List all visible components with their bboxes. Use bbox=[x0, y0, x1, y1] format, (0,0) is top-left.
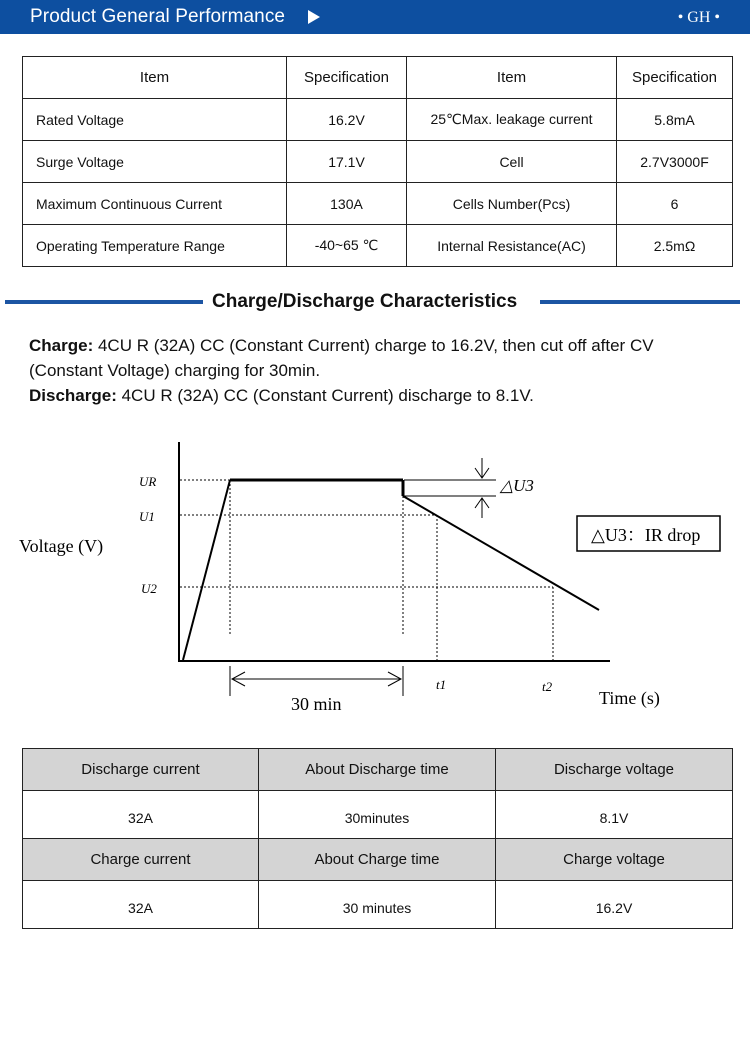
u2-label: U2 bbox=[141, 581, 157, 596]
discharge-label: Discharge: bbox=[29, 386, 117, 405]
header-cell: Charge current bbox=[23, 839, 259, 881]
header-cell: Specification bbox=[617, 57, 733, 99]
x-axis-label: Time (s) bbox=[599, 688, 660, 708]
header-cell: Item bbox=[407, 57, 617, 99]
table-row bbox=[23, 141, 733, 183]
value-cell: 32A bbox=[23, 881, 259, 929]
header-cell: Charge voltage bbox=[496, 839, 733, 881]
discharge-line bbox=[403, 496, 599, 610]
header-cell: About Discharge time bbox=[259, 749, 496, 791]
header-cell: Item bbox=[23, 57, 287, 99]
header-cell: Specification bbox=[287, 57, 407, 99]
spec-cell: 2.5mΩ bbox=[617, 225, 733, 267]
item-cell: Rated Voltage bbox=[23, 99, 287, 141]
brand-logo: • GH • bbox=[677, 9, 720, 26]
header-cell: About Charge time bbox=[259, 839, 496, 881]
spec-table bbox=[22, 56, 733, 267]
item-cell: Cells Number(Pcs) bbox=[407, 183, 617, 225]
section-divider-right bbox=[540, 300, 740, 304]
ur-label: UR bbox=[139, 474, 157, 489]
charge-value-row bbox=[23, 881, 733, 929]
charge-description bbox=[29, 333, 729, 408]
table-row bbox=[23, 183, 733, 225]
charge-label: Charge: bbox=[29, 336, 94, 355]
spec-cell: 130A bbox=[287, 183, 407, 225]
charge-ramp-line bbox=[183, 480, 230, 660]
charge-discharge-table bbox=[22, 748, 733, 929]
section-divider-left bbox=[5, 300, 203, 304]
header-cell: Discharge current bbox=[23, 749, 259, 791]
item-cell: Cell bbox=[407, 141, 617, 183]
item-cell: 25℃Max. leakage current bbox=[407, 99, 617, 141]
charge-paragraph bbox=[29, 333, 729, 383]
duration-label: 30 min bbox=[291, 694, 342, 714]
value-cell: 30minutes bbox=[259, 791, 496, 839]
header-banner bbox=[0, 0, 750, 34]
discharge-value-row bbox=[23, 791, 733, 839]
page-title: Product General Performance bbox=[30, 6, 286, 27]
spec-cell: 6 bbox=[617, 183, 733, 225]
charge-discharge-diagram bbox=[0, 430, 750, 725]
value-cell: 32A bbox=[23, 791, 259, 839]
spec-cell: 2.7V3000F bbox=[617, 141, 733, 183]
discharge-text: 4CU R (32A) CC (Constant Current) discharge to 8.1V. bbox=[116, 386, 534, 405]
play-triangle-icon bbox=[308, 10, 320, 24]
header-cell: Discharge voltage bbox=[496, 749, 733, 791]
item-cell: Maximum Continuous Current bbox=[23, 183, 287, 225]
table-row bbox=[23, 99, 733, 141]
table-row bbox=[23, 225, 733, 267]
spec-cell: 5.8mA bbox=[617, 99, 733, 141]
value-cell: 8.1V bbox=[496, 791, 733, 839]
delta-u3-label: △U3 bbox=[500, 476, 534, 495]
ir-drop-legend: △U3：IR drop bbox=[591, 525, 701, 545]
y-axis-label: Voltage (V) bbox=[19, 536, 104, 556]
discharge-paragraph bbox=[29, 383, 729, 408]
spec-table-header bbox=[23, 57, 733, 99]
item-cell: Operating Temperature Range bbox=[23, 225, 287, 267]
value-cell: 30 minutes bbox=[259, 881, 496, 929]
charge-text: 4CU R (32A) CC (Constant Current) charge to 16.2V, then cut off after CV (Constant Voltage) charging for 30min. bbox=[29, 336, 654, 380]
item-cell: Internal Resistance(AC) bbox=[407, 225, 617, 267]
section-heading bbox=[0, 290, 750, 316]
value-cell: 16.2V bbox=[496, 881, 733, 929]
spec-cell: -40~65 ℃ bbox=[287, 225, 407, 267]
discharge-header-row bbox=[23, 749, 733, 791]
section-title: Charge/Discharge Characteristics bbox=[212, 291, 518, 312]
t2-label: t2 bbox=[542, 679, 553, 694]
spec-cell: 17.1V bbox=[287, 141, 407, 183]
item-cell: Surge Voltage bbox=[23, 141, 287, 183]
u1-label: U1 bbox=[139, 509, 155, 524]
t1-label: t1 bbox=[436, 677, 447, 692]
spec-cell: 16.2V bbox=[287, 99, 407, 141]
charge-header-row bbox=[23, 839, 733, 881]
